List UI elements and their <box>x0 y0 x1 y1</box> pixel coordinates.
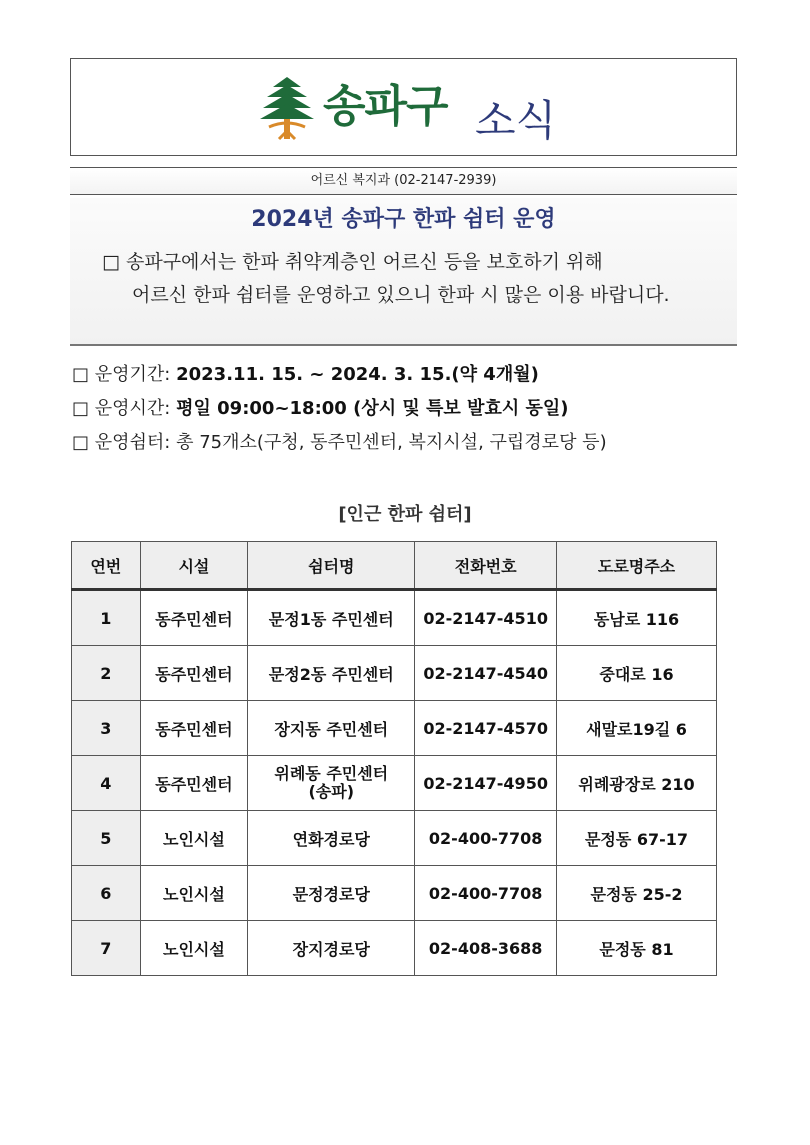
notice-bullet: □ <box>102 251 120 273</box>
cell-phone: 02-400-7708 <box>415 866 557 921</box>
info-bullet: □ <box>72 432 90 453</box>
table-header-row <box>72 542 717 590</box>
column-header: 전화번호 <box>415 542 557 590</box>
notice-body-first: 송파구에서는 한파 취약계층인 어르신 등을 보호하기 위해 <box>126 251 603 273</box>
department-contact: 어르신 복지과 (02-2147-2939) <box>70 167 737 195</box>
cell-facility: 노인시설 <box>140 811 248 866</box>
cell-facility: 동주민센터 <box>140 756 248 811</box>
logo-name: 송파구 <box>323 81 448 132</box>
info-list <box>72 358 752 460</box>
cell-seq: 2 <box>72 646 141 701</box>
cell-shelter-name: 연화경로당 <box>248 811 415 866</box>
table-body <box>72 590 717 976</box>
column-header: 연번 <box>72 542 141 590</box>
info-value: 평일 09:00~18:00 (상시 및 특보 발효시 동일) <box>176 398 569 419</box>
info-bullet: □ <box>72 364 90 385</box>
info-bullet: □ <box>72 398 90 419</box>
notice-title: 2024년 송파구 한파 쉼터 운영 <box>251 207 556 232</box>
newsletter-header <box>70 58 737 156</box>
cell-shelter-name: 장지경로당 <box>248 921 415 976</box>
cell-phone: 02-400-7708 <box>415 811 557 866</box>
cell-seq: 6 <box>72 866 141 921</box>
cell-shelter-name: 문정경로당 <box>248 866 415 921</box>
table-row <box>72 701 717 756</box>
info-period <box>72 358 752 392</box>
cell-facility: 동주민센터 <box>140 646 248 701</box>
cell-seq: 1 <box>72 590 141 646</box>
notice-body <box>102 246 730 312</box>
table-row <box>72 921 717 976</box>
cell-address: 문정동 67-17 <box>557 811 717 866</box>
cell-shelter-name: 문정1동 주민센터 <box>248 590 415 646</box>
cell-address: 위례광장로 210 <box>557 756 717 811</box>
info-value: 2023.11. 15. ~ 2024. 3. 15.(약 4개월) <box>176 364 539 385</box>
column-header: 시설 <box>140 542 248 590</box>
table-row <box>72 590 717 646</box>
cell-shelter-name: 장지동 주민센터 <box>248 701 415 756</box>
cell-seq: 4 <box>72 756 141 811</box>
cell-shelter-name: 위례동 주민센터 (송파) <box>248 756 415 811</box>
column-header: 쉼터명 <box>248 542 415 590</box>
table-row <box>72 811 717 866</box>
column-header: 도로명주소 <box>557 542 717 590</box>
shelter-table <box>71 541 717 976</box>
cell-phone: 02-2147-4950 <box>415 756 557 811</box>
cell-address: 동남로 116 <box>557 590 717 646</box>
table-caption: [인근 한파 쉼터] <box>338 504 472 525</box>
cell-facility: 동주민센터 <box>140 701 248 756</box>
cell-phone: 02-408-3688 <box>415 921 557 976</box>
cell-address: 중대로 16 <box>557 646 717 701</box>
cell-facility: 동주민센터 <box>140 590 248 646</box>
cell-shelter-name: 문정2동 주민센터 <box>248 646 415 701</box>
cell-address: 새말로19길 6 <box>557 701 717 756</box>
cell-phone: 02-2147-4570 <box>415 701 557 756</box>
table-row <box>72 646 717 701</box>
cell-seq: 7 <box>72 921 141 976</box>
table-row <box>72 866 717 921</box>
cell-phone: 02-2147-4510 <box>415 590 557 646</box>
info-shelters <box>72 426 752 460</box>
pine-tree-icon <box>259 75 315 141</box>
cell-facility: 노인시설 <box>140 921 248 976</box>
info-hours <box>72 392 752 426</box>
cell-phone: 02-2147-4540 <box>415 646 557 701</box>
info-label: 운영시간: <box>94 398 171 419</box>
cell-address: 문정동 25-2 <box>557 866 717 921</box>
cell-seq: 5 <box>72 811 141 866</box>
cell-address: 문정동 81 <box>557 921 717 976</box>
table-row <box>72 756 717 811</box>
info-label: 운영쉼터: <box>94 432 171 453</box>
info-label: 운영기간: <box>94 364 171 385</box>
notice-box <box>70 198 737 346</box>
notice-body-rest: 어르신 한파 쉼터를 운영하고 있으니 한파 시 많은 이용 바랍니다. <box>132 284 670 306</box>
cell-seq: 3 <box>72 701 141 756</box>
logo-suffix: 소식 <box>475 96 557 145</box>
info-value: 총 75개소(구청, 동주민센터, 복지시설, 구립경로당 등) <box>176 432 607 453</box>
cell-facility: 노인시설 <box>140 866 248 921</box>
